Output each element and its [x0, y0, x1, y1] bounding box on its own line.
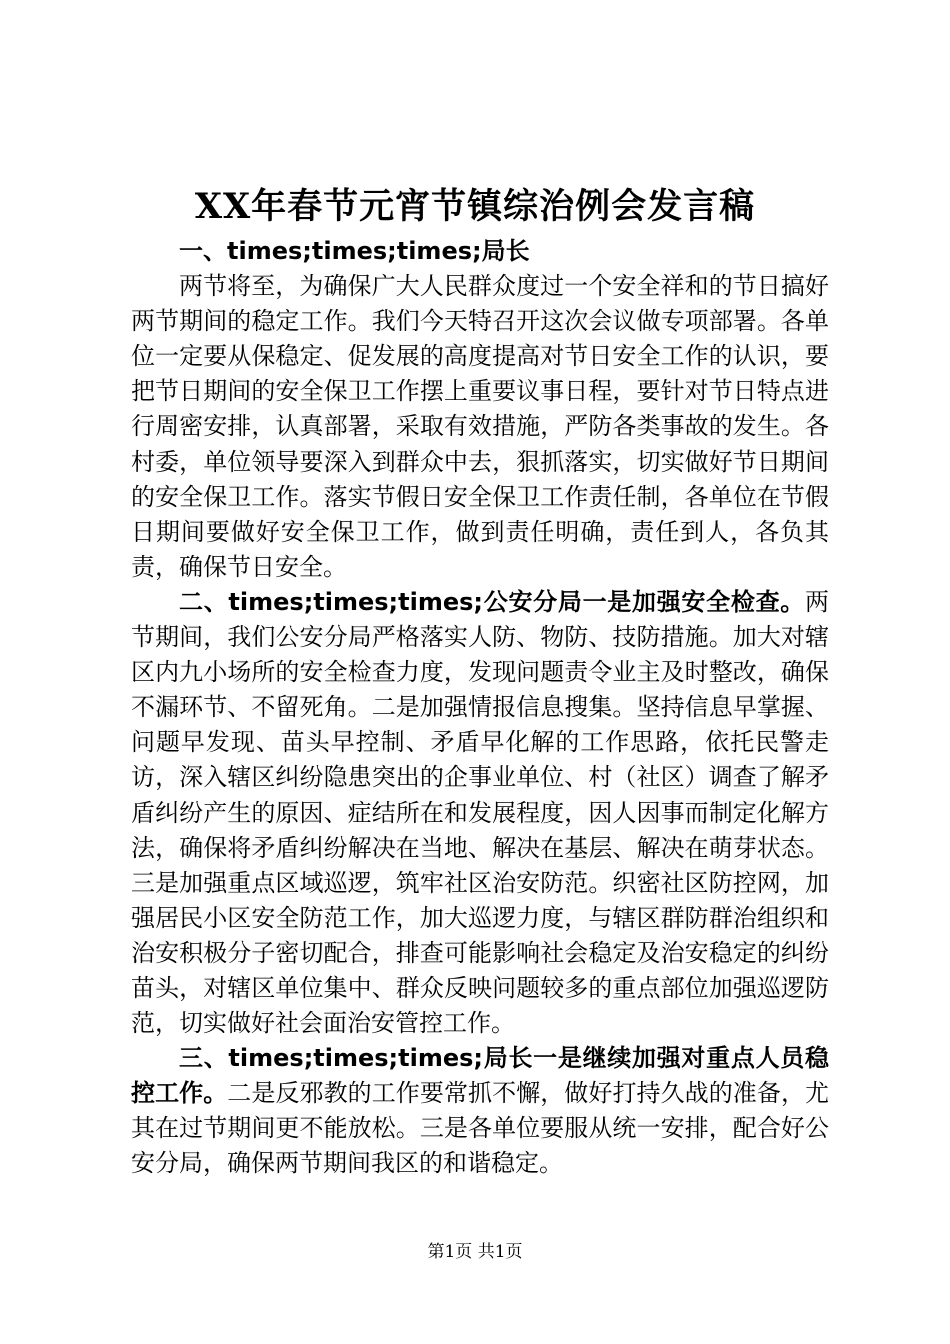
section-3-lead: 三、times;times;times;局长一是继续加强对重点人员稳控工作。 — [131, 1044, 829, 1108]
document-title: XX年春节元宵节镇综治例会发言稿 — [194, 186, 756, 227]
page-number-footer: 第1页 共1页 — [427, 1242, 523, 1262]
section-2-lead: 二、times;times;times;公安分局一是加强安全检查。 — [179, 587, 805, 616]
section-3-body: 二是反邪教的工作要常抓不懈，做好打持久战的准备，尤其在过节期间更不能放松。三是各单位要服从统一安排，配合好公安分局，确保两节期间我区的和谐稳定。 — [131, 1079, 830, 1178]
section-1-paragraph: 两节将至，为确保广大人民群众度过一个安全祥和的节日搞好两节期间的稳定工作。我们今天特召开这次会议做专项部署。各单位一定要从保稳定、促发展的高度提高对节日安全工作的认识，要把节日期间的安全保卫工作摆上重要议事日程，要针对节日特点进行周密安排，认真部署，采取有效措施，严防各类事故的发生。各村委，单位领导要深入到群众中去，狠抓落实，切实做好节日期间的安全保卫工作。落实节假日安全保卫工作责任制，各单位在节假日期间要做好安全保卫工作，做到责任明确，责任到人，各负其责，确保节日安全。 — [131, 272, 829, 581]
document-body — [131, 234, 829, 1182]
section-1-heading: 一、times;times;times;局长 — [179, 237, 530, 265]
section-3-paragraph — [131, 1041, 829, 1181]
section-2-body: 两节期间，我们公安分局严格落实人防、物防、技防措施。加大对辖区内九小场所的安全检查力度，发现问题责令业主及时整改，确保不漏环节、不留死角。二是加强情报信息搜集。坚持信息早掌握、问题早发现、苗头早控制、矛盾早化解的工作思路，依托民警走访，深入辖区纠纷隐患突出的企事业单位、村（社区）调查了解矛盾纠纷产生的原因、症结所在和发展程度，因人因事而制定化解方法，确保将矛盾纠纷解决在当地、解决在基层、解决在萌芽状态。三是加强重点区域巡逻，筑牢社区治安防范。织密社区防控网，加强居民小区安全防范工作，加大巡逻力度，与辖区群防群治组织和治安积极分子密切配合，排查可能影响社会稳定及治安稳定的纠纷苗头，对辖区单位集中、群众反映问题较多的重点部位加强巡逻防范，切实做好社会面治安管控工作。 — [131, 587, 829, 1038]
section-2-paragraph — [131, 585, 829, 1041]
